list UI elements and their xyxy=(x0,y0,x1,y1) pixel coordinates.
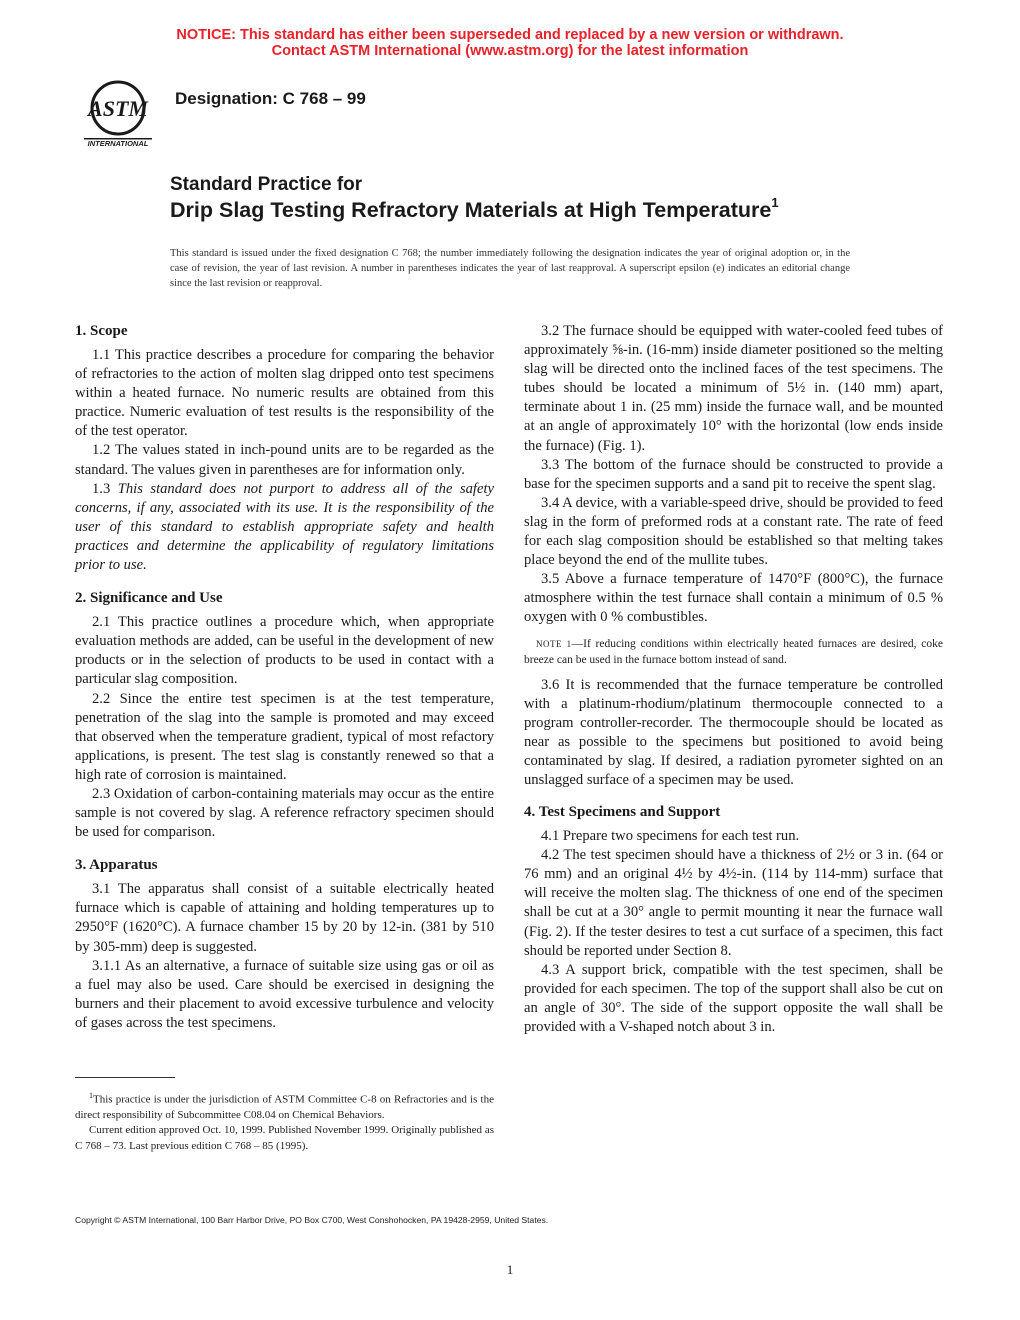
copyright: Copyright © ASTM International, 100 Barr Harbor Drive, PO Box C700, West Conshohocken, PA 19428-2959, United States. xyxy=(75,1215,549,1225)
paragraph-2-2: 2.2 Since the entire test specimen is at the test temperature, penetration of the slag into the sample is promoted and may exceed that observed when the temperature gradient, typical of most refactory applications, is present. The test slag is constantly renewed so that a high rate of corrosion is maintained. xyxy=(75,690,494,783)
designation: Designation: C 768 – 99 xyxy=(175,89,366,108)
paragraph-3-3: 3.3 The bottom of the furnace should be constructed to provide a base for the specimen supports and a sand pit to receive the spent slag. xyxy=(524,456,943,492)
paragraph-3-1-1: 3.1.1 As an alternative, a furnace of suitable size using gas or oil as a fuel may also be used. Care should be exercised in designing the burners and their placement to avoid excessive turbulence and velocity of gases across the test specimens. xyxy=(75,957,494,1031)
paragraph-1-3-text: This standard does not purport to address all of the safety concerns, if any, associated with its use. It is the responsibility of the user of this standard to establish appropriate safety and health practices and determine the applicability of regulatory limitations prior to use. xyxy=(75,480,494,574)
paragraph-3-2: 3.2 The furnace should be equipped with water-cooled feed tubes of approximately ⅝-in. (16-mm) inside diameter positioned so the melting slag will be directed onto the inclined faces of the test specimens. The tubes should be located a minimum of 5½ in. (140 mm) apart, terminate about 1 in. (25 mm) inside the furnace wall, and be mounted at an angle of approximately 10° with the horizontal (low ends inside the furnace) (Fig. 1). xyxy=(524,323,943,454)
title-line-2: Drip Slag Testing Refractory Materials at High Temperature xyxy=(170,198,772,223)
paragraph-2-1: 2.1 This practice outlines a procedure which, when appropriate evaluation methods are added, can be useful in the development of new products or in the selection of products to be used in contact with a particular slag composition. xyxy=(75,614,494,688)
paragraph-4-3: 4.3 A support brick, compatible with the test specimen, shall be provided for each specimen. The top of the support shall also be cut on an angle of 30°. The side of the support opposite the wall shall be provided with a V-shaped notch about 3 in. xyxy=(524,961,943,1035)
paragraph-1-3 xyxy=(75,480,494,575)
paragraph-4-1: 4.1 Prepare two specimens for each test run. xyxy=(541,828,800,845)
paragraph-1-1: 1.1 This practice describes a procedure for comparing the behavior of refractories to the action of molten slag dripped onto test specimens within a heated furnace. No numeric results are obtained from this practice. Numeric evaluation of test results is the responsibility of the of the test operator. xyxy=(75,347,494,440)
paragraph-4-2: 4.2 The test specimen should have a thickness of 2½ or 3 in. (64 or 76 mm) and an original 4½ by 4½-in. (114 by 114-mm) surface that will receive the molten slag. The thickness of one end of the specimen shall be cut at a 30° angle to permit mounting it near the furnace wall (Fig. 2). If the tester desires to test a cut surface of a specimen, this fact should be reported under Section 8. xyxy=(524,847,943,959)
section-1-heading: 1. Scope xyxy=(75,323,128,339)
paragraph-3-4: 3.4 A device, with a variable-speed drive, should be provided to feed slag in the form of preformed rods at a constant rate. The rate of feed for each slag composition should be established so that melting takes place beyond the end of the mullite tubes. xyxy=(524,494,943,569)
right-column xyxy=(524,322,943,1037)
left-column xyxy=(75,322,494,1033)
title-line-1: Standard Practice for xyxy=(170,174,363,195)
issued-note: This standard is issued under the fixed designation C 768; the number immediately following the designation indicates the year of original adoption or, in the case of revision, the year of last revision. A number in parentheses indicates the year of last reapproval. A superscript epsilon (e) indicates an editorial change since the last revision or reapproval. xyxy=(170,248,850,289)
footnote-divider xyxy=(75,1077,175,1078)
notice-line-2: Contact ASTM International (www.astm.org) for the latest information xyxy=(271,43,749,59)
section-2-heading: 2. Significance and Use xyxy=(75,590,223,607)
page-title xyxy=(170,197,779,223)
footnote-para-1 xyxy=(75,1088,494,1123)
astm-logo-icon xyxy=(76,76,160,148)
title-footnote-mark: 1 xyxy=(771,195,779,210)
notice-line-1: NOTICE: This standard has either been superseded and replaced by a new version or withdrawn. xyxy=(176,27,844,43)
paragraph-3-5: 3.5 Above a furnace temperature of 1470°F (800°C), the furnace atmosphere within the test furnace shall contain a minimum of 0.5 % oxygen with 0 % combustibles. xyxy=(524,571,943,626)
section-3-heading: 3. Apparatus xyxy=(75,857,158,874)
footnote-text-1: This practice is under the jurisdiction of ASTM Committee C-8 on Refractories and is the direct responsibility of Subcommittee C08.04 on Chemical Behaviors. xyxy=(75,1093,494,1121)
paragraph-3-1: 3.1 The apparatus shall consist of a suitable electrically heated furnace which is capable of attaining and holding temperatures up to 2950°F (1620°C). A furnace chamber 15 by 20 by 12-in. (381 by 510 by 305-mm) deep is suggested. xyxy=(75,881,494,955)
paragraph-1-2: 1.2 The values stated in inch-pound units are to be regarded as the standard. The values given in parentheses are for information only. xyxy=(75,442,494,478)
paragraph-1-3-num: 1.3 xyxy=(92,480,111,497)
paragraph-3-6: 3.6 It is recommended that the furnace temperature be controlled with a platinum-rhodium/platinum thermocouple connected to a program controller-recorder. The thermocouple should be located as near as possible to the specimens but positioned to avoid being contaminated by slag. If desired, a radiation pyrometer sighted on an unslagged surface of a specimen may be used. xyxy=(524,676,943,788)
footnote-mark: 1 xyxy=(89,1091,93,1100)
note-1 xyxy=(524,636,943,668)
page-number: 1 xyxy=(506,1262,514,1277)
logo-text: ASTM xyxy=(88,96,148,121)
logo-subtext: INTERNATIONAL xyxy=(87,139,149,148)
note-1-text: —If reducing conditions within electrically heated furnaces are desired, coke breeze can be used in the furnace bottom instead of sand. xyxy=(524,637,944,666)
section-4-heading: 4. Test Specimens and Support xyxy=(524,804,721,821)
footnote xyxy=(75,1088,494,1154)
footnote-para-2: Current edition approved Oct. 10, 1999. Published November 1999. Originally published as C 768 – 73. Last previous edition C 768 – 85 (1995). xyxy=(75,1124,494,1152)
notice-banner xyxy=(0,27,1020,59)
paragraph-2-3: 2.3 Oxidation of carbon-containing materials may occur as the entire sample is not covered by slag. A reference refractory specimen should be used for comparison. xyxy=(75,785,494,841)
note-1-label: NOTE 1 xyxy=(536,638,572,649)
